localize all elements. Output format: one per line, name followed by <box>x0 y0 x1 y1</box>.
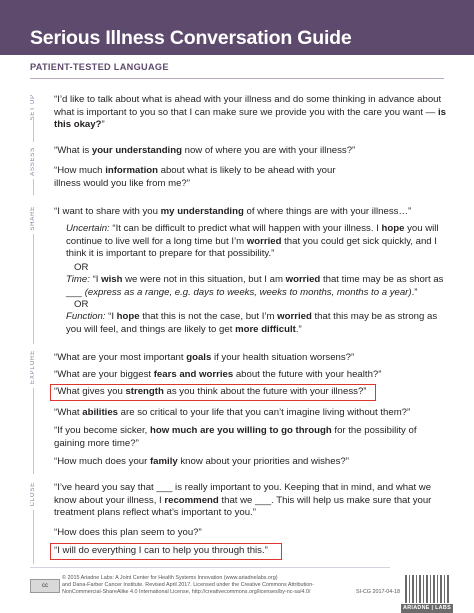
text-emphasis: how much are you willing to go through <box>149 425 332 436</box>
section-rule <box>33 120 34 142</box>
text-run: of where things are with your illness…” <box>243 206 412 217</box>
text-run: now of where you are with your illness?” <box>181 145 356 156</box>
share-time <box>66 274 448 299</box>
text-run: you will continue to live well for a long time but I’m <box>66 223 439 247</box>
text-run: “What <box>54 407 83 418</box>
section-rule <box>33 234 34 344</box>
section-setup <box>30 92 450 142</box>
section-label-setup: SET UP <box>30 94 36 121</box>
text-italic: (express as a range, e.g. days to weeks, weeks to months, months to a year) <box>84 286 412 298</box>
text-emphasis: goals <box>186 352 212 363</box>
text-run: .” <box>411 286 418 298</box>
subheader: PATIENT-TESTED LANGUAGE <box>30 62 169 72</box>
text-emphasis: information <box>105 165 158 176</box>
section-rule <box>33 179 34 195</box>
section-label-explore: EXPLORE <box>30 350 36 384</box>
share-statement <box>54 206 448 219</box>
text-run: “I’ve heard you say that ___ is really important to you. Keeping that in mind, and what we know about your illness, I <box>54 482 432 506</box>
section-close <box>30 480 450 565</box>
text-run: “How much does your <box>54 456 150 467</box>
text-emphasis: family <box>149 456 178 467</box>
section-assess <box>30 143 450 195</box>
text-run: we were not in this situation, but I am <box>122 274 286 285</box>
text-emphasis: abilities <box>82 407 118 418</box>
text-emphasis: recommend <box>164 494 219 506</box>
footer-license <box>62 575 352 596</box>
text-run: “I’d like to talk about what is ahead with your illness and do some thinking in advance about what is important to you so that I can make sure we provide you with the care you want — <box>54 94 442 118</box>
close-recommendation <box>54 482 446 520</box>
or-separator: OR <box>74 262 89 273</box>
assess-question-2 <box>54 165 354 190</box>
explore-question-family <box>54 456 448 469</box>
text-italic: Uncertain: <box>66 223 110 234</box>
setup-statement <box>54 94 448 132</box>
text-emphasis: wish <box>101 274 123 285</box>
text-run: as you think about the future with your illness?” <box>163 386 367 397</box>
text-emphasis: strength <box>125 386 164 397</box>
text-emphasis: worried <box>285 274 321 285</box>
text-run: that this may be as strong as you will feel, and things are likely to get <box>66 311 438 335</box>
text-run: about the future with your health?” <box>233 369 382 380</box>
explore-question-strength <box>54 386 448 399</box>
text-emphasis: hope <box>116 311 140 322</box>
header-bar <box>0 0 474 55</box>
text-run: “How much <box>54 165 106 176</box>
share-function <box>66 311 448 336</box>
text-run: “I <box>89 274 102 285</box>
text-run: that we ___. This will help us make sure that your treatment plans reflect what’s important to you.” <box>54 494 432 519</box>
text-emphasis: worried <box>277 311 312 322</box>
text-run: know about your priorities and wishes?” <box>177 456 349 467</box>
section-label-close: CLOSE <box>30 482 36 507</box>
text-run: “What is <box>54 145 92 156</box>
or-separator: OR <box>74 299 89 310</box>
close-commitment: “I will do everything I can to help you through this.” <box>54 545 268 556</box>
section-rule <box>33 388 34 474</box>
text-emphasis: your understanding <box>91 145 182 156</box>
text-run: if your health situation worsens?” <box>211 352 355 363</box>
text-run: .” <box>295 323 302 335</box>
text-run: “What are your most important <box>54 352 187 363</box>
explore-question-fears <box>54 369 448 382</box>
cc-by-nc-sa-icon: cc <box>30 579 60 593</box>
section-explore <box>30 350 450 475</box>
text-italic: Function: <box>66 311 106 322</box>
section-label-assess: ASSESS <box>30 147 36 176</box>
page-title: Serious Illness Conversation Guide <box>30 27 352 49</box>
section-label-share: SHARE <box>30 206 36 231</box>
text-run: that this is not the case, but I’m <box>139 311 278 322</box>
text-emphasis: worried <box>246 235 282 247</box>
text-italic: Time: <box>66 274 90 285</box>
text-run: about what is likely to be ahead with your illness would you like from me?” <box>54 165 336 189</box>
text-run: “If you become sicker, <box>54 425 150 436</box>
text-run: “What gives you <box>54 386 126 397</box>
text-run: “I <box>105 311 117 322</box>
text-run: “What are your biggest <box>54 369 154 380</box>
section-share <box>30 204 450 347</box>
assess-question-1 <box>54 145 448 158</box>
text-emphasis: hope <box>381 223 405 234</box>
text-emphasis: fears and worries <box>153 369 234 380</box>
logo-bars <box>405 575 449 603</box>
document-code: SI-CG 2017-04-18 <box>356 589 401 595</box>
explore-question-tradeoffs <box>54 425 438 450</box>
ariadne-labs-logo <box>401 575 453 613</box>
text-run: that you could get sick quickly, and I think it is important to prepare for that possibility.” <box>66 235 437 260</box>
footer-line: NonCommercial-ShareAlike 4.0 International License, http://creativecommons.org/licenses/by-nc-sa/4.0/ <box>62 589 311 595</box>
logo-text: ARIADNE | LABS <box>401 604 453 613</box>
text-run: “I want to share with you <box>54 206 161 217</box>
subheader-divider <box>30 78 444 79</box>
text-run: ” <box>101 119 105 131</box>
explore-question-goals <box>54 352 448 365</box>
explore-question-abilities <box>54 407 448 420</box>
footer-line: © 2015 Ariadne Labs: A Joint Center for Health Systems Innovation (www.ariadnelabs.org) <box>62 575 278 581</box>
text-run: are so critical to your life that you can’t imagine living without them?” <box>118 407 411 418</box>
footer-line: and Dana-Farber Cancer Institute. Revised April 2017. Licensed under the Creative Commons Attribution- <box>62 582 314 588</box>
text-emphasis: more difficult <box>235 323 296 335</box>
footer-divider <box>30 567 390 568</box>
section-rule <box>33 510 34 564</box>
text-emphasis: is this okay? <box>54 106 446 131</box>
text-emphasis: my understanding <box>160 206 244 217</box>
share-uncertain <box>66 223 448 261</box>
text-run: “It can be difficult to predict what will happen with your illness. I <box>109 223 382 234</box>
text-run: that time may be as short as ___ <box>66 274 444 298</box>
close-plan-question: “How does this plan seem to you?” <box>54 527 202 538</box>
text-run: for the possibility of gaining more time?” <box>54 425 417 449</box>
